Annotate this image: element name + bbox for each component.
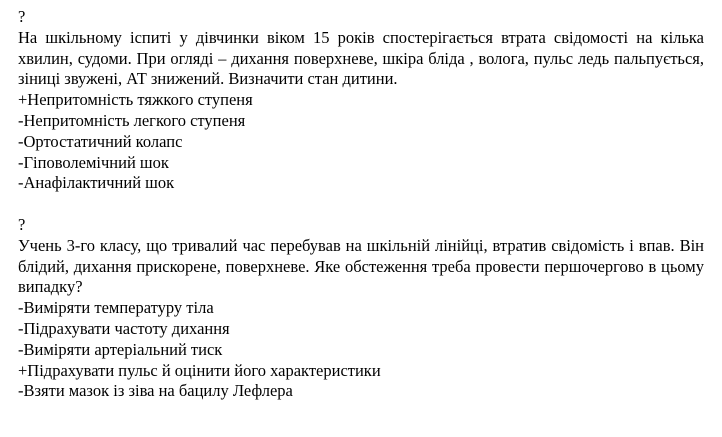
question-text: На шкільному іспиті у дівчинки віком 15 років спостерігається втрата свідомості на кілька хвилин, судоми. При огляді – дихання поверхневе, шкіра бліда , волога, пульс ледь пальпується, зіниці звужені, АТ знижений. Визначити стан дитини.	[18, 27, 704, 89]
answer-option: +Підрахувати пульс й оцінити його характеристики	[18, 360, 381, 380]
answer-option: -Анафілактичний шок	[18, 173, 175, 193]
answer-option: -Непритомність легкого ступеня	[18, 110, 246, 130]
answer-option: -Виміряти температуру тіла	[18, 298, 214, 318]
blank-line	[18, 194, 704, 215]
question-block-2	[18, 215, 704, 402]
answer-option: -Взяти мазок із зіва на бацилу Лефлера	[18, 381, 293, 401]
answer-option: +Непритомність тяжкого ступеня	[18, 90, 253, 110]
question-block-1	[18, 7, 704, 194]
question-text: Учень 3-го класу, що тривалий час перебував на шкільній лінійці, втратив свідомість і впав. Він блідий, дихання прискорене, поверхневе. Яке обстеження треба провести першочергово в цьому випадку?	[18, 235, 704, 297]
question-marker: ?	[18, 7, 26, 26]
document-page	[18, 7, 704, 402]
answer-option: -Гіповолемічний шок	[18, 152, 169, 172]
answer-option: -Виміряти артеріальний тиск	[18, 339, 223, 359]
question-marker: ?	[18, 214, 26, 234]
answer-option: -Ортостатичний колапс	[18, 131, 183, 151]
answer-option: -Підрахувати частоту дихання	[18, 318, 230, 338]
